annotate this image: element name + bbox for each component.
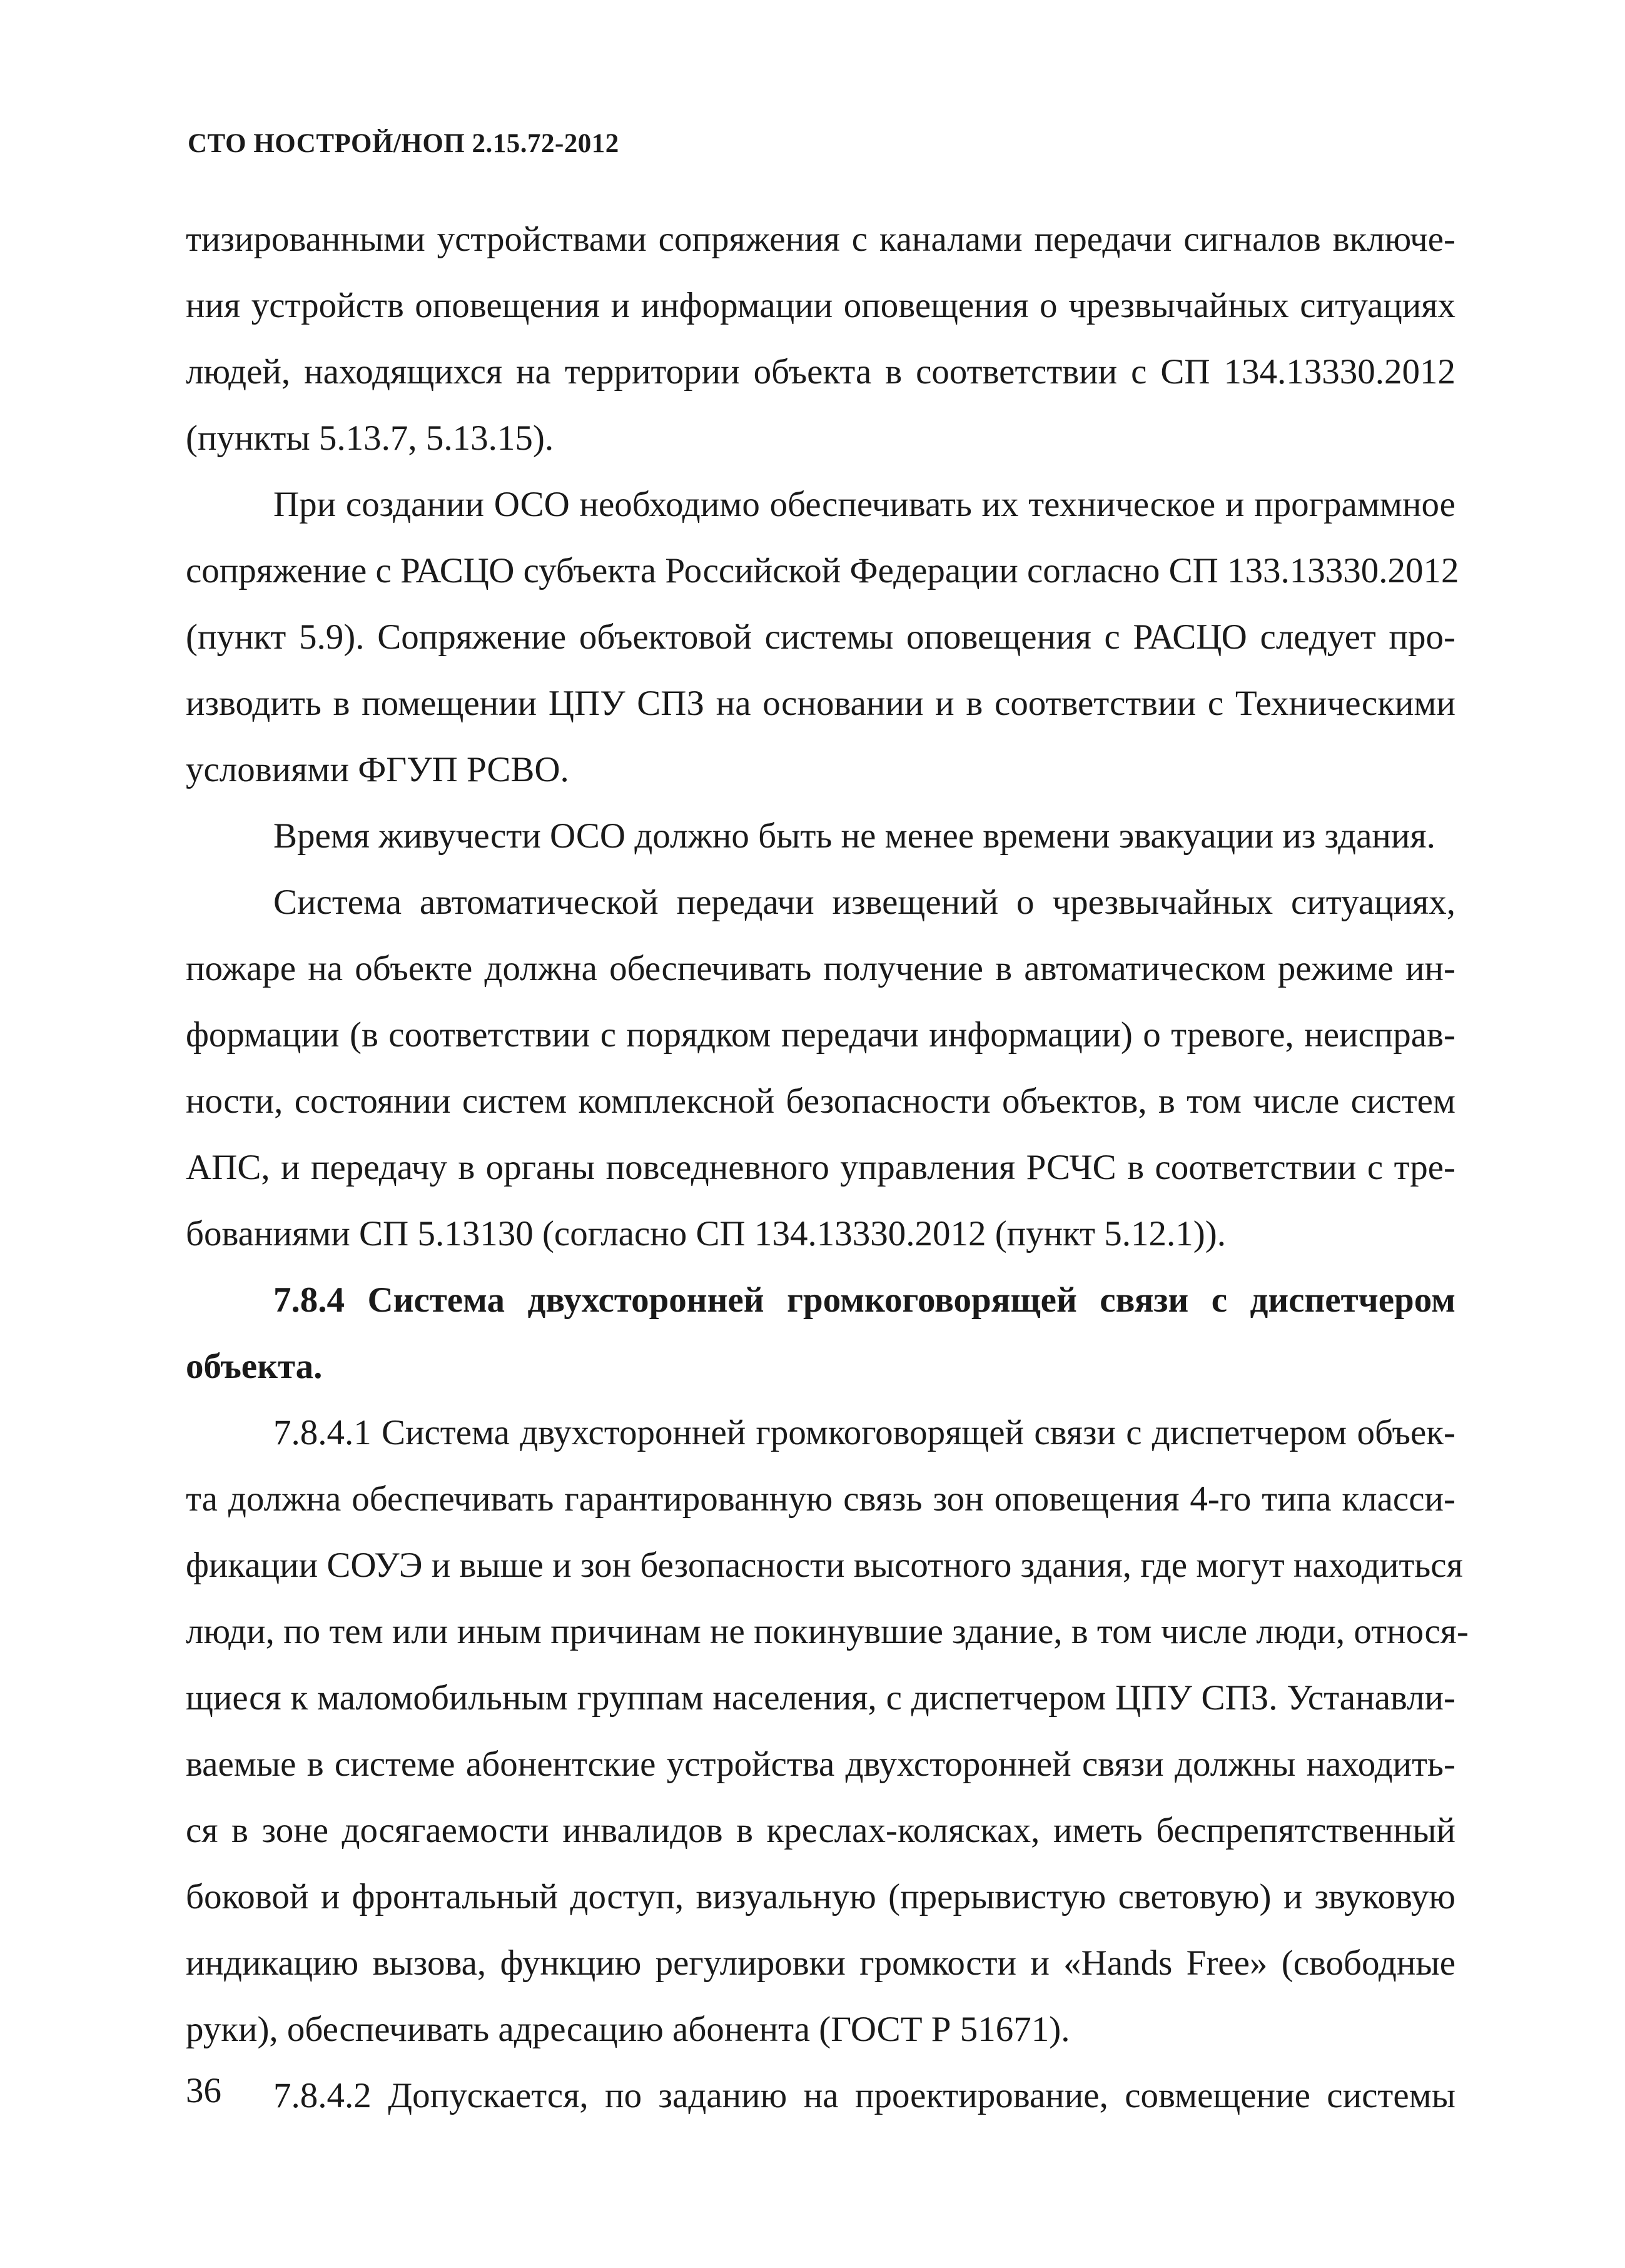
text-line: тизированными устройствами сопряжения с каналами передачи сигналов включе- [186,220,1455,259]
text-line: руки), обеспечивать адресацию абонента (ГОСТ Р 51671). [186,2010,1070,2049]
text-line: формации (в соответствии с порядком передачи информации) о тревоге, неисправ- [186,1015,1455,1055]
text-line: изводить в помещении ЦПУ СПЗ на основании и в соответствии с Техническими [186,684,1455,723]
text-line: боковой и фронтальный доступ, визуальную (прерывистую световую) и звуковую [186,1877,1455,1916]
text-line: ваемые в системе абонентские устройства двухсторонней связи должны находить- [186,1744,1455,1784]
text-line: ния устройств оповещения и информации оповещения о чрезвычайных ситуациях [186,286,1455,325]
text-line: Время живучести ОСО должно быть не менее времени эвакуации из здания. [273,816,1435,856]
text-line: щиеся к маломобильным группам населения, с диспетчером ЦПУ СПЗ. Устанавли- [186,1678,1455,1718]
document-body [186,206,1469,2129]
text-line: ности, состоянии систем комплексной безопасности объектов, в том числе систем [186,1081,1455,1121]
text-line: АПС, и передачу в органы повседневного управления РСЧС в соответствии с тре- [186,1148,1455,1187]
document-code-header: СТО НОСТРОЙ/НОП 2.15.72-2012 [188,129,619,158]
text-line: ся в зоне досягаемости инвалидов в креслах-колясках, иметь беспрепятственный [186,1811,1455,1850]
section-heading-line: 7.8.4 Система двухсторонней громкоговорящей связи с диспетчером [273,1280,1455,1320]
text-line: люди, по тем или иным причинам не покинувшие здание, в том числе люди, относя- [186,1612,1469,1651]
text-line: Система автоматической передачи извещений о чрезвычайных ситуациях, [273,883,1455,922]
text-line: людей, находящихся на территории объекта в соответствии с СП 134.13330.2012 [186,352,1455,392]
text-line: При создании ОСО необходимо обеспечивать их техническое и программное [273,485,1455,524]
text-line: (пункт 5.9). Сопряжение объектовой системы оповещения с РАСЦО следует про- [186,617,1455,657]
text-line: бованиями СП 5.13130 (согласно СП 134.13330.2012 (пункт 5.12.1)). [186,1214,1226,1253]
section-heading-line: объекта. [186,1347,323,1386]
page-number: 36 [186,2071,221,2110]
text-line: пожаре на объекте должна обеспечивать получение в автоматическом режиме ин- [186,949,1455,988]
text-line: 7.8.4.1 Система двухсторонней громкоговорящей связи с диспетчером объек- [273,1413,1455,1452]
text-line: сопряжение с РАСЦО субъекта Российской Федерации согласно СП 133.13330.2012 [186,551,1459,590]
text-line: фикации СОУЭ и выше и зон безопасности высотного здания, где могут находиться [186,1546,1463,1585]
text-line: 7.8.4.2 Допускается, по заданию на проектирование, совмещение системы [273,2076,1455,2115]
text-line: (пункты 5.13.7, 5.13.15). [186,418,554,458]
text-line: условиями ФГУП РСВО. [186,750,569,789]
text-line: индикацию вызова, функцию регулировки громкости и «Hands Free» (свободные [186,1943,1455,1983]
text-line: та должна обеспечивать гарантированную связь зон оповещения 4-го типа класси- [186,1479,1455,1519]
